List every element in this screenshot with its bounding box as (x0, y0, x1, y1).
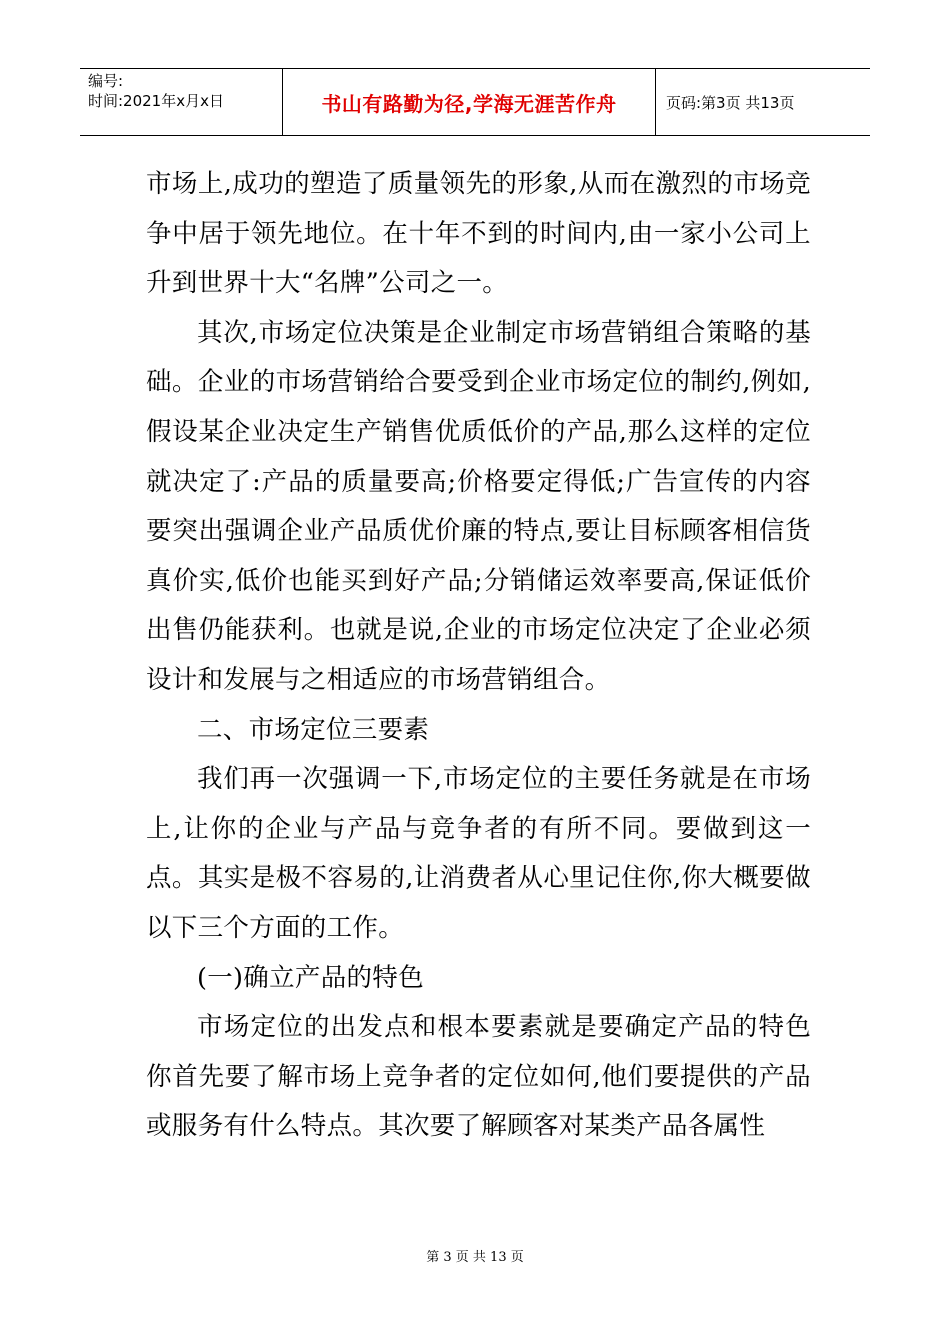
header-table (80, 68, 870, 136)
document-body (146, 160, 811, 1152)
header-motto: 书山有路勤为径,学海无涯苦作舟 (283, 69, 656, 135)
header-page-info: 页码:第3页 共13页 (666, 93, 795, 112)
section-heading: 二、市场定位三要素 (197, 714, 430, 745)
time-label: 时间:2021年x月x日 (88, 92, 224, 110)
subsection-heading: (一)确立产品的特色 (197, 962, 424, 993)
paragraph: 其次,市场定位决策是企业制定市场营销组合策略的基础。企业的市场营销给合要受到企业市场定位的制约,例如,假设某企业决定生产销售优质低价的产品,那么这样的定位就决定了:产品的质量要高;价格要定得低;广告宣传的内容要突出强调企业产品质优价廉的特点,要让目标顾客相信货真价实,低价也能买到好产品;分销储运效率要高,保证低价出售仍能获利。也就是说,企业的市场定位决定了企业必须设计和发展与之相适应的市场营销组合。 (146, 317, 811, 695)
paragraph: 我们再一次强调一下,市场定位的主要任务就是在市场上,让你的企业与产品与竞争者的有所不同。要做到这一点。其实是极不容易的,让消费者从心里记住你,你大概要做以下三个方面的工作。 (146, 764, 811, 943)
header-meta (80, 69, 283, 135)
paragraph: 市场上,成功的塑造了质量领先的形象,从而在激烈的市场竞争中居于领先地位。在十年不到的时间内,由一家小公司上升到世界十大“名牌”公司之一。 (146, 169, 811, 299)
number-label: 编号: (88, 72, 124, 90)
paragraph: 市场定位的出发点和根本要素就是要确定产品的特色你首先要了解市场上竞争者的定位如何,他们要提供的产品或服务有什么特点。其次要了解顾客对某类产品各属性 (146, 1012, 811, 1142)
page-footer: 第 3 页 共 13 页 (426, 1250, 524, 1265)
